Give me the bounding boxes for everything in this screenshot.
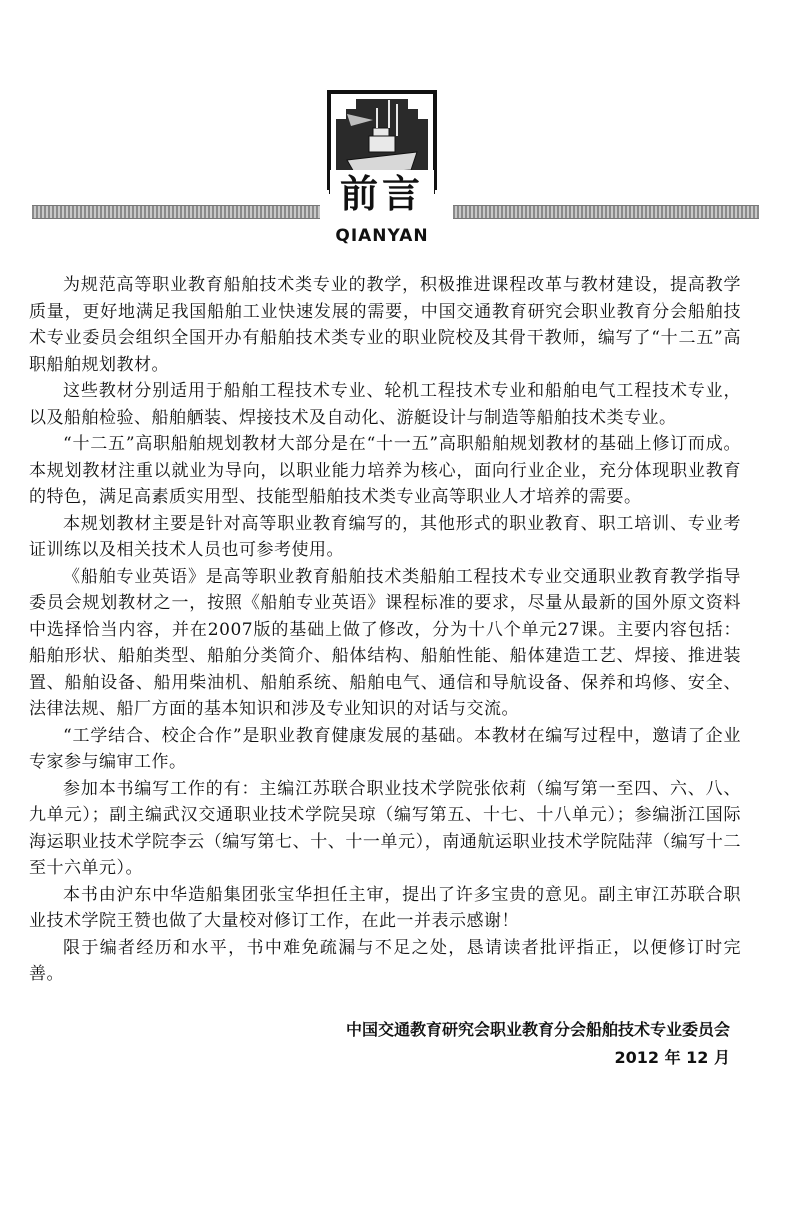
decorative-rule-right xyxy=(453,205,759,219)
paragraph: “十二五”高职船舶规划教材大部分是在“十一五”高职船舶规划教材的基础上修订而成。本规划教材注重以就业为导向，以职业能力培养为核心，面向行业企业，充分体现职业教育的特色，满足高素质实用型、技能型船舶技术类专业高等职业人才培养的需要。 xyxy=(29,434,741,507)
paragraph: 参加本书编写工作的有：主编江苏联合职业技术学院张依莉（编写第一至四、六、八、九单元）；副主编武汉交通职业技术学院吴琼（编写第五、十七、十八单元）；参编浙江国际海运职业技术学院李云（编写第七、十、十一单元），南通航运职业技术学院陆萍（编写十二至十六单元）。 xyxy=(29,778,741,878)
paragraph: 限于编者经历和水平，书中难免疏漏与不足之处，恳请读者批评指正，以便修订时完善。 xyxy=(29,937,741,984)
paragraph: 《船舶专业英语》是高等职业教育船舶技术类船舶工程技术专业交通职业教育教学指导委员会规划教材之一，按照《船舶专业英语》课程标准的要求，尽量从最新的国外原文资料中选择恰当内容，并在2007版的基础上做了修改，分为十八个单元27课。主要内容包括：船舶形状、船舶类型、船舶分类简介、船体结构、船舶性能、船体建造工艺、焊接、推进装置、船舶设备、船用柴油机、船舶系统、船舶电气、通信和导航设备、保养和坞修、安全、法律法规、船厂方面的基本知识和涉及专业知识的对话与交流。 xyxy=(29,566,741,719)
decorative-rule-left xyxy=(32,205,320,219)
paragraph: 本规划教材主要是针对高等职业教育编写的，其他形式的职业教育、职工培训、专业考证训练以及相关技术人员也可参考使用。 xyxy=(29,513,741,560)
preface-body xyxy=(29,272,741,988)
signature-block xyxy=(346,1016,730,1072)
signature-date: 2012 年 12 月 xyxy=(614,1048,730,1067)
preface-title: 前言 xyxy=(330,170,434,218)
paragraph: “工学结合、校企合作”是职业教育健康发展的基础。本教材在编写过程中，邀请了企业专家参与编审工作。 xyxy=(29,725,741,772)
preface-header xyxy=(0,0,790,260)
paragraph: 为规范高等职业教育船舶技术类专业的教学，积极推进课程改革与教材建设，提高教学质量，更好地满足我国船舶工业快速发展的需要，中国交通教育研究会职业教育分会船舶技术专业委员会组织全国开办有船舶技术类专业的职业院校及其骨干教师，编写了“十二五”高职船舶规划教材。 xyxy=(29,275,741,375)
signature-organization: 中国交通教育研究会职业教育分会船舶技术专业委员会 xyxy=(345,1020,730,1039)
preface-title-pinyin: QIANYAN xyxy=(335,226,429,246)
paragraph: 这些教材分别适用于船舶工程技术专业、轮机工程技术专业和船舶电气工程技术专业，以及船舶检验、船舶舾装、焊接技术及自动化、游艇设计与制造等船舶技术类专业。 xyxy=(29,381,741,428)
paragraph: 本书由沪东中华造船集团张宝华担任主审，提出了许多宝贵的意见。副主审江苏联合职业技术学院王赞也做了大量校对修订工作，在此一并表示感谢！ xyxy=(29,884,741,931)
